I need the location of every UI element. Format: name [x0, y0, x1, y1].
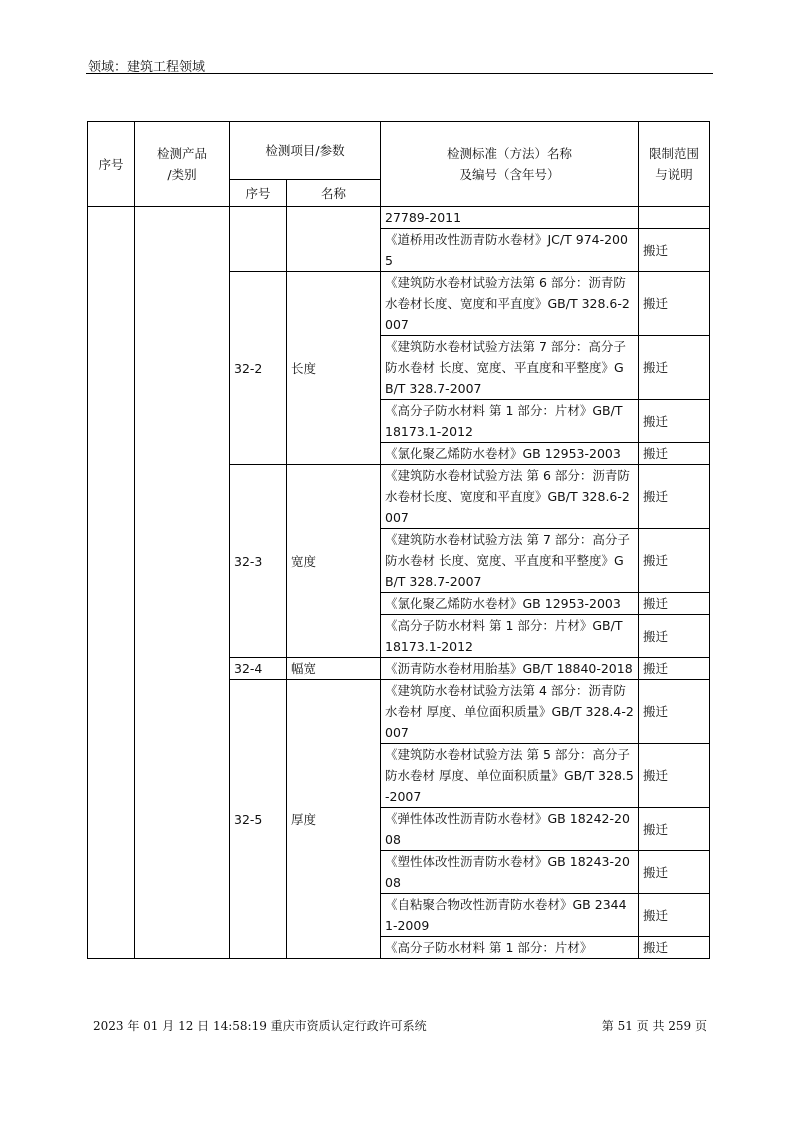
page-header: 领域：建筑工程领域: [88, 60, 206, 75]
limit-cell: 搬迁: [639, 443, 710, 465]
item-name-cell: 宽度: [287, 465, 381, 658]
table-row: [88, 207, 710, 229]
limit-cell: 搬迁: [639, 744, 710, 808]
header-rule: [86, 73, 713, 74]
footer-timestamp: 2023 年 01 月 12 日 14:58:19 重庆市资质认定行政许可系统: [93, 1019, 427, 1033]
standard-cell: 《高分子防水材料 第 1 部分：片材》GB/T 18173.1-2012: [381, 400, 639, 443]
limit-cell: 搬迁: [639, 937, 710, 959]
limit-cell: 搬迁: [639, 680, 710, 744]
standard-cell: 《建筑防水卷材试验方法 第 5 部分：高分子防水卷材 厚度、单位面积质量》GB/T 328.5-2007: [381, 744, 639, 808]
header-category: 检测产品 /类别: [135, 122, 230, 207]
limit-cell: 搬迁: [639, 593, 710, 615]
limit-cell: 搬迁: [639, 400, 710, 443]
standard-cell: 《建筑防水卷材试验方法第 7 部分：高分子防水卷材 长度、宽度、平直度和平整度》GB/T 328.7-2007: [381, 336, 639, 400]
standard-cell: 《高分子防水材料 第 1 部分：片材》: [381, 937, 639, 959]
table-seq-cell: [88, 207, 135, 959]
item-seq-cell: 32-4: [230, 658, 287, 680]
header-item: 检测项目/参数: [230, 122, 381, 180]
standard-cell: 《道桥用改性沥青防水卷材》JC/T 974-2005: [381, 229, 639, 272]
inspection-table: [87, 121, 710, 959]
item-name-cell: 幅宽: [287, 658, 381, 680]
limit-cell: 搬迁: [639, 808, 710, 851]
standard-cell: 27789-2011: [381, 207, 639, 229]
standard-cell: 《沥青防水卷材用胎基》GB/T 18840-2018: [381, 658, 639, 680]
item-seq-cell: [230, 207, 287, 272]
limit-cell: 搬迁: [639, 229, 710, 272]
standard-cell: 《弹性体改性沥青防水卷材》GB 18242-2008: [381, 808, 639, 851]
item-seq-cell: 32-3: [230, 465, 287, 658]
standard-cell: 《氯化聚乙烯防水卷材》GB 12953-2003: [381, 443, 639, 465]
item-seq-cell: 32-2: [230, 272, 287, 465]
item-seq-cell: 32-5: [230, 680, 287, 959]
header-standard: 检测标准（方法）名称 及编号（含年号）: [381, 122, 639, 207]
header-item-seq: 序号: [230, 180, 287, 207]
limit-cell: 搬迁: [639, 894, 710, 937]
footer-page-number: 第 51 页 共 259 页: [601, 1019, 707, 1033]
limit-cell: 搬迁: [639, 272, 710, 336]
standard-cell: 《氯化聚乙烯防水卷材》GB 12953-2003: [381, 593, 639, 615]
limit-cell: 搬迁: [639, 615, 710, 658]
header-limit: 限制范围 与说明: [639, 122, 710, 207]
limit-cell: [639, 207, 710, 229]
header-seq: 序号: [88, 122, 135, 207]
item-name-cell: 长度: [287, 272, 381, 465]
table-body: [88, 207, 710, 959]
limit-cell: 搬迁: [639, 465, 710, 529]
table-category-cell: [135, 207, 230, 959]
header-item-name: 名称: [287, 180, 381, 207]
item-name-cell: [287, 207, 381, 272]
limit-cell: 搬迁: [639, 658, 710, 680]
standard-cell: 《高分子防水材料 第 1 部分：片材》GB/T 18173.1-2012: [381, 615, 639, 658]
standard-cell: 《建筑防水卷材试验方法 第 7 部分：高分子防水卷材 长度、宽度、平直度和平整度》GB/T 328.7-2007: [381, 529, 639, 593]
table-header: [88, 122, 710, 207]
limit-cell: 搬迁: [639, 336, 710, 400]
item-name-cell: 厚度: [287, 680, 381, 959]
standard-cell: 《建筑防水卷材试验方法 第 6 部分：沥青防水卷材长度、宽度和平直度》GB/T 328.6-2007: [381, 465, 639, 529]
standard-cell: 《建筑防水卷材试验方法第 6 部分：沥青防水卷材长度、宽度和平直度》GB/T 328.6-2007: [381, 272, 639, 336]
standard-cell: 《塑性体改性沥青防水卷材》GB 18243-2008: [381, 851, 639, 894]
limit-cell: 搬迁: [639, 851, 710, 894]
limit-cell: 搬迁: [639, 529, 710, 593]
standard-cell: 《自粘聚合物改性沥青防水卷材》GB 23441-2009: [381, 894, 639, 937]
standard-cell: 《建筑防水卷材试验方法第 4 部分：沥青防水卷材 厚度、单位面积质量》GB/T 328.4-2007: [381, 680, 639, 744]
